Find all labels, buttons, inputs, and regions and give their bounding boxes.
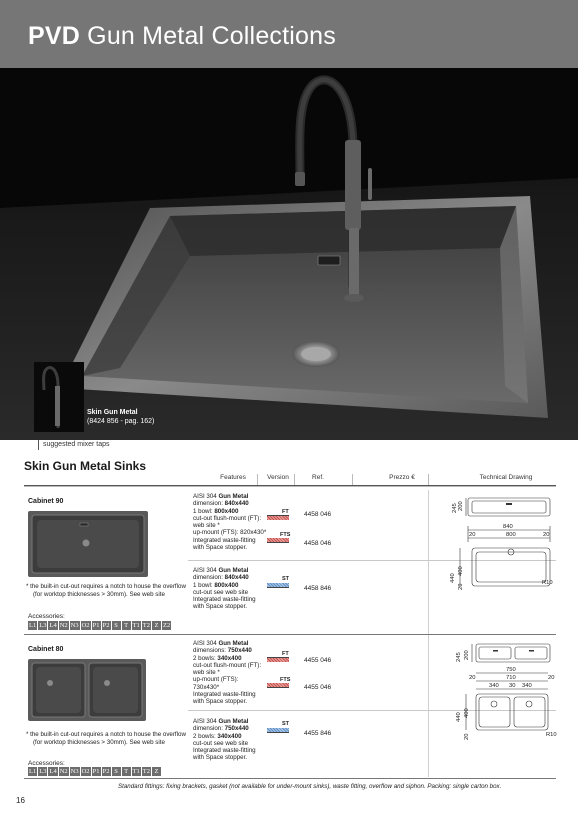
header-technical-drawing: Technical Drawing (479, 474, 533, 481)
page-number: 16 (16, 796, 25, 805)
title-bold: PVD (28, 22, 81, 50)
dim-20-right: 20 (548, 675, 555, 681)
accessory-code: L3 (39, 768, 47, 775)
cabinet-80-features-ft (193, 640, 283, 706)
note-line: (for worktop thicknesses > 30mm). See web site (33, 739, 165, 746)
section-divider (24, 634, 556, 635)
accessory-code: P1 (92, 622, 100, 629)
header-price: Prezzo € (389, 474, 415, 481)
cabinet-90-accessories-label: Accessories: (28, 613, 65, 620)
spec-line: cut-out see web site (193, 739, 249, 747)
version-fts-line (267, 687, 289, 688)
dim-840: 840 (503, 524, 513, 530)
spec-line: with Space stopper. (193, 698, 248, 706)
accessory-code: S (112, 621, 121, 630)
accessory-code: Z (152, 767, 161, 776)
version-st-line (267, 732, 289, 733)
spec-line: up-mount (FTS): (193, 676, 239, 684)
cabinet-80-accessories-label: Accessories: (28, 760, 65, 767)
accessory-code: N2 (59, 622, 68, 629)
accessory-code: P1 (92, 768, 100, 775)
mixer-name: Skin Gun Metal (87, 409, 138, 416)
standard-fittings-note: Standard fittings: fixing brackets, gasket (not available for under-mount sinks), waste fitting, overflow and siphon. Packing: single carton box. (118, 783, 502, 790)
version-ft-swatch (267, 658, 289, 662)
spec-line: Integrated waste-fitting (193, 596, 256, 604)
title-rest: Gun Metal Collections (87, 22, 336, 50)
spec-line: AISI 304 Gun Metal (193, 567, 249, 574)
version-fts-code: FTS (280, 532, 291, 538)
dim-20-right: 20 (543, 532, 550, 538)
dim-20-bottom: 20 (458, 583, 464, 590)
mixer-ref: (8424 856 - pag. 162) (87, 418, 155, 425)
spec-line: cut-out see web site (193, 588, 249, 596)
section-title: Skin Gun Metal Sinks (24, 459, 147, 473)
version-fts-code: FTS (280, 677, 291, 683)
spec-line: web site * (193, 522, 220, 530)
accessory-code: L1 (29, 768, 37, 775)
version-st-code: ST (282, 721, 290, 727)
spec-line: 1 bowl: 800x400 (193, 581, 239, 589)
cabinet-90-accessories (28, 621, 171, 630)
accessory-code: T (122, 621, 131, 630)
ref-cabinet-90-fts: 4458 046 (304, 540, 332, 547)
caption-pointer (38, 440, 39, 450)
accessory-code: N3 (70, 622, 79, 629)
accessory-code: L4 (49, 768, 57, 775)
cabinet-80-title: Cabinet 80 (28, 646, 64, 653)
sink-product-photo (0, 68, 578, 440)
spec-line: Integrated waste-fitting (193, 536, 256, 544)
accessory-code: L3 (39, 622, 47, 629)
accessory-code: L1 (29, 622, 37, 629)
suggested-mixer-label: suggested mixer taps (43, 441, 110, 448)
accessory-code: T2 (142, 768, 151, 775)
spec-line: AISI 304 Gun Metal (193, 718, 249, 725)
version-st-code: ST (282, 576, 290, 582)
version-ft-code: FT (282, 651, 289, 657)
accessory-code: T (122, 767, 131, 776)
accessory-code: L4 (49, 622, 57, 629)
spec-line: Integrated waste-fitting (193, 691, 256, 699)
spec-line: up-mount (FTS): 820x430* (193, 529, 267, 537)
dim-800: 800 (506, 532, 516, 538)
spec-line: 730x430* (193, 683, 220, 691)
cabinet-90-sink-image (28, 511, 148, 577)
ref-cabinet-80-st: 4455 846 (304, 730, 332, 737)
accessory-code: T2 (142, 622, 151, 629)
dim-30: 30 (509, 683, 516, 689)
ref-cabinet-80-fts: 4455 046 (304, 684, 332, 691)
note-line: (for worktop thicknesses > 30mm). See web site (33, 591, 165, 598)
note-line: * the built-in cut-out requires a notch to house the overflow (26, 583, 186, 590)
dim-20-left: 20 (469, 675, 476, 681)
spec-line: web site * (193, 669, 220, 677)
accessory-code: S (112, 767, 121, 776)
spec-line: dimension: 840x440 (193, 574, 249, 582)
spec-line: dimension: 840x440 (193, 500, 249, 508)
cabinet-80-technical-drawing (432, 640, 558, 746)
header-rule (24, 486, 556, 487)
spec-line: dimension: 750x440 (193, 725, 249, 733)
spec-line: AISI 304 Gun Metal (193, 640, 249, 647)
accessory-code: T1 (132, 768, 140, 775)
version-ft-code: FT (282, 509, 289, 515)
dim-245: 245 (456, 652, 462, 662)
spec-line: cut-out flush-mount (FT): (193, 514, 262, 522)
cabinet-80-sink-image (28, 659, 146, 721)
accessory-code: N2 (59, 768, 68, 775)
spec-line: AISI 304 Gun Metal (193, 493, 249, 500)
header-features: Features (220, 474, 246, 481)
accessory-code: P2 (102, 768, 110, 775)
dim-245: 245 (452, 503, 458, 513)
cabinet-90-title: Cabinet 90 (28, 498, 64, 505)
cabinet-90-features-st (193, 567, 283, 611)
ref-cabinet-80-ft: 4455 046 (304, 657, 332, 664)
mixer-caption (87, 408, 154, 426)
accessory-code: Z2 (163, 622, 171, 629)
accessory-code: T1 (132, 622, 140, 629)
dim-340-right: 340 (522, 683, 532, 689)
spec-line: 2 bowls: 340x400 (193, 654, 242, 662)
accessory-code: P2 (102, 622, 110, 629)
cabinet-90-technical-drawing (432, 490, 558, 590)
cabinet-90-note (26, 583, 196, 599)
dim-200: 200 (464, 650, 470, 660)
dim-400: 400 (464, 708, 470, 718)
dim-440: 440 (456, 712, 462, 722)
dim-340-left: 340 (489, 683, 499, 689)
dim-200: 200 (458, 501, 464, 511)
header-version: Version (267, 474, 289, 481)
version-ft-swatch (267, 516, 289, 520)
dim-20-left: 20 (469, 532, 476, 538)
accessory-code: O2 (81, 622, 90, 629)
cabinet-80-note (26, 731, 196, 747)
dim-710: 710 (506, 675, 516, 681)
spec-line: 2 bowls: 340x400 (193, 732, 242, 740)
accessory-code: Z (152, 621, 161, 630)
dim-400: 400 (458, 566, 464, 576)
accessory-code: O2 (81, 768, 90, 775)
dim-750: 750 (506, 667, 516, 673)
spec-line: with Space stopper. (193, 754, 248, 762)
spec-line: 1 bowl: 800x400 (193, 507, 239, 515)
cabinet-80-accessories (28, 767, 161, 776)
header-ref: Ref. (312, 474, 324, 481)
spec-line: cut-out flush-mount (FT): (193, 661, 262, 669)
spec-line: dimensions: 750x440 (193, 647, 252, 655)
cabinet-80-features-st (193, 718, 283, 762)
version-fts-line (267, 542, 289, 543)
version-st-line (267, 587, 289, 588)
ref-cabinet-90-ft: 4458 046 (304, 511, 332, 518)
ref-cabinet-90-st: 4458 846 (304, 585, 332, 592)
page-title (28, 22, 336, 51)
radius-r10: R10 (542, 580, 553, 586)
radius-r10: R10 (546, 732, 557, 738)
spec-line: with Space stopper. (193, 603, 248, 611)
spec-line: Integrated waste-fitting (193, 747, 256, 755)
dim-440: 440 (450, 573, 456, 583)
section-divider (24, 778, 556, 779)
accessory-code: N3 (70, 768, 79, 775)
spec-line: with Space stopper. (193, 544, 248, 552)
dim-20-bottom: 20 (464, 733, 470, 740)
note-line: * the built-in cut-out requires a notch to house the overflow (26, 731, 186, 738)
